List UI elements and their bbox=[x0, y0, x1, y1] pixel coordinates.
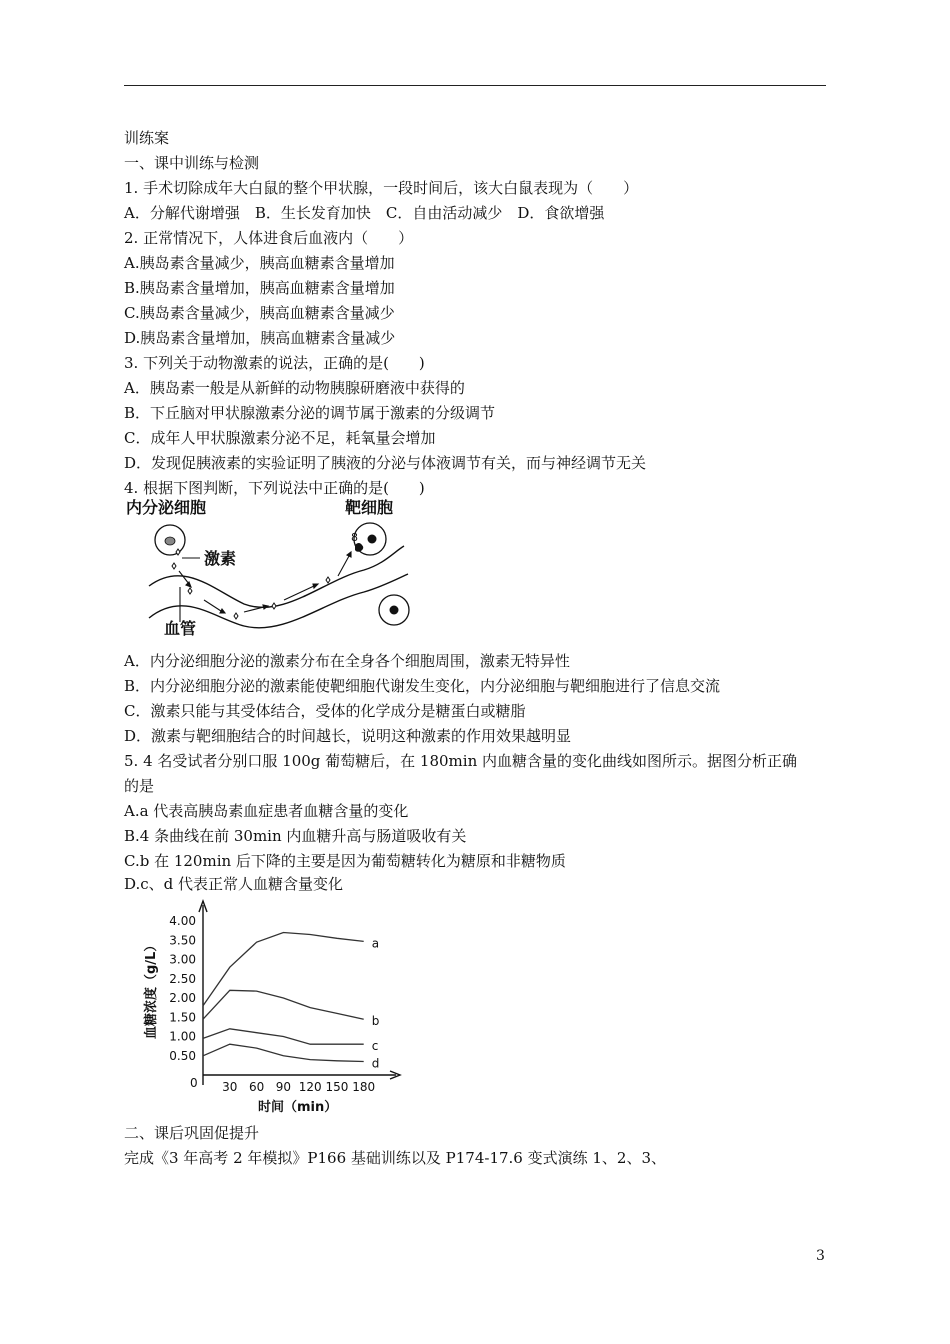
y-tick-label: 2.50 bbox=[169, 971, 196, 986]
section-heading: 训练案 bbox=[124, 129, 170, 147]
glucose-chart bbox=[124, 895, 424, 1120]
vessel-wall-top bbox=[149, 546, 404, 607]
series-label-a: a bbox=[371, 936, 380, 951]
x-tick-label: 120 bbox=[298, 1080, 322, 1094]
question-4-option-b: B．内分泌细胞分泌的激素能使靶细胞代谢发生变化，内分泌细胞与靶细胞进行了信息交流 bbox=[124, 677, 721, 695]
question-3: 3. 下列关于动物激素的说法，正确的是( ) bbox=[124, 354, 425, 372]
question-5-option-a: A.a 代表高胰岛素血症患者血糖含量的变化 bbox=[124, 802, 409, 820]
question-2-option-d: D.胰岛素含量增加，胰高血糖素含量减少 bbox=[124, 329, 396, 347]
question-5-option-b: B.4 条曲线在前 30min 内血糖升高与肠道吸收有关 bbox=[124, 827, 467, 845]
subsection-heading: 一、课中训练与检测 bbox=[124, 154, 260, 172]
series-line-d bbox=[203, 1044, 364, 1061]
flow-arrow-head bbox=[347, 552, 351, 557]
y-tick-label: 3.00 bbox=[169, 952, 196, 967]
hormone-molecule-icon: 8 bbox=[351, 531, 358, 544]
flow-arrow-head bbox=[186, 582, 191, 587]
flow-arrow bbox=[179, 571, 189, 584]
origin-label: 0 bbox=[190, 1076, 198, 1090]
flow-arrow-head bbox=[263, 605, 268, 609]
series-label-d: d bbox=[371, 1056, 380, 1071]
subsection-heading-2: 二、课后巩固促提升 bbox=[124, 1124, 260, 1142]
question-4-option-a: A．内分泌细胞分泌的激素分布在全身各个细胞周围，激素无特异性 bbox=[124, 652, 570, 670]
series-line-b bbox=[203, 990, 364, 1019]
series-line-c bbox=[203, 1029, 364, 1044]
header-rule bbox=[124, 85, 826, 86]
question-2-option-a: A.胰岛素含量减少，胰高血糖素含量增加 bbox=[124, 254, 395, 272]
question-3-option-a: A．胰岛素一般是从新鲜的动物胰腺研磨液中获得的 bbox=[124, 379, 465, 397]
x-tick-label: 90 bbox=[275, 1080, 292, 1094]
y-tick-label: 1.00 bbox=[169, 1029, 196, 1044]
flow-arrow bbox=[204, 600, 221, 611]
y-tick-label: 4.00 bbox=[169, 914, 196, 928]
series-label-b: b bbox=[371, 1014, 380, 1029]
series-line-a bbox=[203, 933, 364, 1006]
question-2-option-b: B.胰岛素含量增加，胰高血糖素含量增加 bbox=[124, 279, 395, 297]
x-tick-label: 150 bbox=[325, 1080, 349, 1094]
question-3-option-d: D．发现促胰液素的实验证明了胰液的分泌与体液调节有关，而与神经调节无关 bbox=[124, 454, 647, 472]
question-5-option-c: C.b 在 120min 后下降的主要是因为葡萄糖转化为糖原和非糖物质 bbox=[124, 852, 566, 870]
flow-arrow bbox=[338, 556, 349, 576]
y-tick-label: 0.50 bbox=[169, 1048, 196, 1063]
page-number: 3 bbox=[816, 1248, 825, 1264]
x-tick-label: 60 bbox=[248, 1080, 265, 1094]
endocrine-cell-label: 内分泌细胞 bbox=[126, 498, 207, 517]
x-tick-label: 180 bbox=[352, 1080, 376, 1094]
question-4-option-c: C．激素只能与其受体结合，受体的化学成分是糖蛋白或糖脂 bbox=[124, 702, 526, 720]
question-5-option-d: D.c、d 代表正常人血糖含量变化 bbox=[124, 875, 344, 893]
flow-arrow-head bbox=[220, 609, 225, 613]
x-tick-label: 30 bbox=[222, 1080, 238, 1094]
question-3-option-b: B．下丘脑对甲状腺激素分泌的调节属于激素的分级调节 bbox=[124, 404, 496, 422]
hormone-diagram bbox=[124, 494, 424, 644]
homework-text: 完成《3 年高考 2 年模拟》P166 基础训练以及 P174-17.6 变式演练 1、2、3、 bbox=[124, 1149, 667, 1167]
hormone-molecule bbox=[272, 603, 276, 609]
non-target-cell-nucleus bbox=[390, 606, 399, 615]
question-2-option-c: C.胰岛素含量减少，胰高血糖素含量减少 bbox=[124, 304, 395, 322]
hormone-molecule bbox=[326, 577, 330, 583]
hormone-label: 激素 bbox=[204, 549, 237, 568]
flow-arrow-head bbox=[313, 584, 318, 588]
endocrine-cell-nucleus bbox=[165, 537, 175, 545]
question-5: 5. 4 名受试者分别口服 100g 葡萄糖后，在 180min 内血糖含量的变化曲线如图所示。据图分析正确 bbox=[124, 752, 798, 770]
question-5-cont: 的是 bbox=[124, 777, 155, 795]
y-tick-label: 1.50 bbox=[169, 1010, 196, 1025]
question-1-options: A．分解代谢增强 B．生长发育加快 C．自由活动减少 D．食欲增强 bbox=[124, 204, 605, 222]
target-cell-nucleus bbox=[368, 535, 377, 544]
vessel-label: 血管 bbox=[164, 619, 197, 638]
question-3-option-c: C．成年人甲状腺激素分泌不足，耗氧量会增加 bbox=[124, 429, 436, 447]
y-axis-label: 血糖浓度（g/L） bbox=[144, 938, 159, 1039]
y-tick-label: 2.00 bbox=[169, 991, 196, 1005]
question-4-option-d: D．激素与靶细胞结合的时间越长，说明这种激素的作用效果越明显 bbox=[124, 727, 572, 745]
question-4: 4. 根据下图判断，下列说法中正确的是( ) bbox=[124, 479, 425, 497]
target-cell-label: 靶细胞 bbox=[345, 498, 394, 517]
series-label-c: c bbox=[371, 1039, 379, 1054]
hormone-molecule bbox=[188, 588, 192, 594]
question-2: 2. 正常情况下，人体进食后血液内（ ） bbox=[124, 229, 414, 247]
hormone-molecule bbox=[234, 613, 238, 619]
x-axis-label: 时间（min） bbox=[258, 1100, 338, 1115]
hormone-molecule bbox=[172, 563, 176, 569]
y-tick-label: 3.50 bbox=[169, 933, 196, 948]
flow-arrow bbox=[244, 607, 264, 612]
question-1: 1. 手术切除成年大白鼠的整个甲状腺，一段时间后，该大白鼠表现为（ ） bbox=[124, 179, 639, 197]
